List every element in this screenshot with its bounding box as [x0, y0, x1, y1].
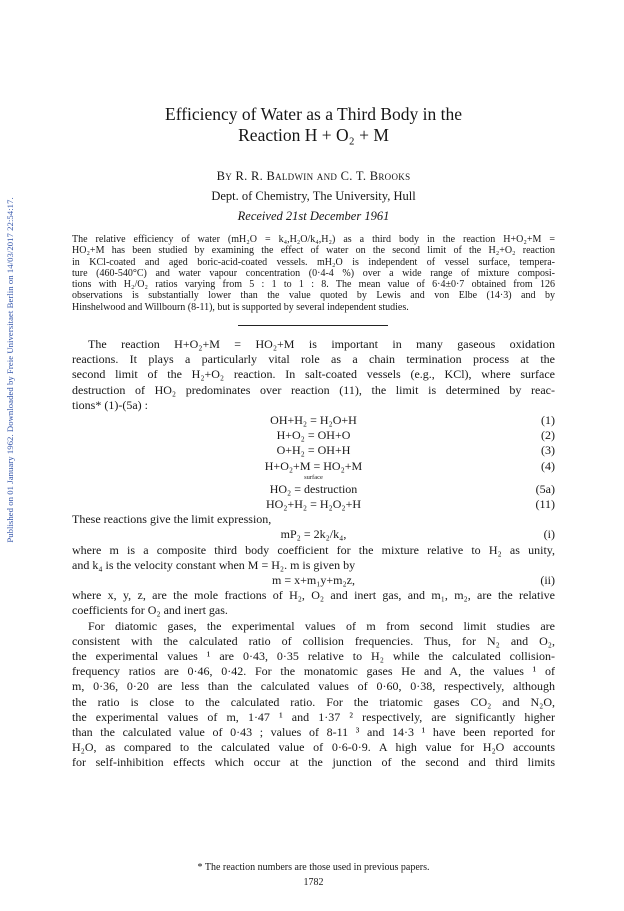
body-line: H₂O, as compared to the calculated value of 0·6-0·9. A high value for H₂O accounts — [72, 740, 555, 755]
body-line: m, 0·36, 0·20 are less than the calculated values of 0·60, 0·38, respectively, although — [72, 679, 555, 694]
body-text — [72, 337, 555, 771]
body-line: frequency ratios are 0·46, 0·42. For the monatomic gases He and A, the values ¹ of — [72, 664, 555, 679]
abstract-line: in KCl-coated and aged boric-acid-coated vessels. mH₂O is independent of vessel surface, tempera- — [72, 256, 555, 268]
body-line: where x, y, z, are the mole fractions of H₂, O₂ and inert gas, and m₁, m₂, are the relative — [72, 588, 555, 603]
title-line-1: Efficiency of Water as a Third Body in the — [165, 104, 462, 124]
body-line: reactions. It plays a particularly vital role as a chain termination process at the — [72, 352, 555, 367]
body-line: The reaction H+O₂+M = HO₂+M is important in many gaseous oxidation — [88, 337, 555, 351]
equation-number: (4) — [541, 458, 555, 473]
equation-3 — [72, 443, 555, 458]
body-line: For diatomic gases, the experimental values of m from second limit studies are — [88, 618, 555, 633]
abstract-line: ture (460-540°C) and water vapour concentration (0·4-4 %) over a wide range of mixture composi- — [72, 267, 555, 279]
section-divider — [238, 325, 388, 326]
equation-4 — [72, 459, 555, 474]
equation-i — [72, 527, 555, 542]
equation-number: (i) — [543, 527, 555, 542]
abstract-line: Hinshelwood and Willbourn (8-11), but is supported by several independent studies. — [72, 301, 409, 313]
equation-number: (1) — [541, 413, 555, 428]
body-line: tions* (1)-(5a) : — [72, 397, 148, 412]
received-date: Received 21st December 1961 — [237, 209, 390, 223]
equation-5a — [72, 482, 555, 497]
body-line: These reactions give the limit expression, — [72, 512, 272, 527]
abstract-line: HO₂+M has been studied by examining the effect of water on the second limit of the H₂+O₂ reaction — [72, 245, 555, 257]
equation-number: (2) — [541, 428, 555, 443]
body-line: destruction of HO₂ predominates over reaction (11), the limit is determined by reac- — [72, 382, 555, 397]
page-number: 1782 — [303, 877, 324, 888]
download-note: Published on 01 January 1962. Downloaded by Freie Universitaet Berlin on 14/03/2017 22:54:17. — [5, 197, 15, 543]
body-line: consistent with the calculated ratio of collision frequencies. Thus, for N₂ and O₂, — [72, 633, 555, 648]
equation-formula: mP₂ = 2k₂/k₄, — [280, 527, 347, 542]
body-line: the experimental values ¹ are 0·43, 0·35 relative to H₂ while the calculated collision- — [72, 648, 555, 663]
equation-number: (ii) — [540, 572, 555, 587]
equation-1 — [72, 413, 555, 428]
equation-formula: HO₂ = destruction — [269, 481, 358, 496]
body-line: the ratio is close to the calculated ratio. For the triatomic gases CO₂ and N₂O, — [72, 694, 555, 709]
body-line: for self-inhibition effects which occur at the junction of the second and third limits — [72, 755, 555, 770]
equation-formula: m = x+m₁y+m₂z, — [272, 572, 355, 587]
equation-formula: OH+H₂ = H₂O+H — [270, 413, 357, 428]
body-line: the experimental values of m, 1·47 ¹ and 1·37 ² respectively, are significantly higher — [72, 709, 555, 724]
equation-11 — [72, 497, 555, 512]
equation-5a-annotation — [72, 474, 555, 482]
abstract — [72, 234, 555, 313]
body-line: and k₄ is the velocity constant when M = H₂. m is given by — [72, 557, 356, 572]
equation-number: (11) — [535, 496, 555, 511]
equation-formula: H+O₂+M = HO₂+M — [264, 458, 363, 473]
equation-formula: H+O₂ = OH+O — [276, 428, 351, 443]
abstract-line: The relative efficiency of water (mH₂O = k₄,H₂O/k₄,H₂) as a third body in the reaction H+O₂+M = — [72, 234, 555, 245]
equation-number: (5a) — [535, 481, 555, 496]
equation-number: (3) — [541, 443, 555, 458]
equation-ii — [72, 573, 555, 588]
abstract-line: tions with H₂/O₂ ratios varying from 5 : 1 to 1 : 8. The mean value of 6·4±0·7 obtained from 126 — [72, 279, 555, 291]
download-watermark — [4, 140, 16, 600]
equation-formula: O+H₂ = OH+H — [276, 443, 351, 458]
abstract-line: observations is substantially lower than the value quoted by Lewis and von Elbe (14·3) and by — [72, 290, 555, 302]
body-line: where m is a composite third body coefficient for the mixture relative to H₂ as unity, — [72, 542, 555, 557]
equation-2 — [72, 428, 555, 443]
affiliation: Dept. of Chemistry, The University, Hull — [211, 189, 416, 203]
body-line: second limit of the H₂+O₂ reaction. In salt-coated vessels (e.g., KCl), where surface — [72, 367, 555, 382]
authors: By R. R. Baldwin and C. T. Brooks — [216, 169, 411, 183]
title-line-2: Reaction H + O₂ + M — [238, 125, 389, 145]
equation-annotation: surface — [304, 473, 323, 481]
body-line: than the calculated value of 0·43 ; values of 8-11 ³ and 14·3 ¹ have been reported for — [72, 724, 555, 739]
footnote: * The reaction numbers are those used in previous papers. — [197, 862, 430, 873]
body-line: coefficients for O₂ and inert gas. — [72, 603, 228, 618]
equation-formula: HO₂+H₂ = H₂O₂+H — [265, 496, 362, 511]
